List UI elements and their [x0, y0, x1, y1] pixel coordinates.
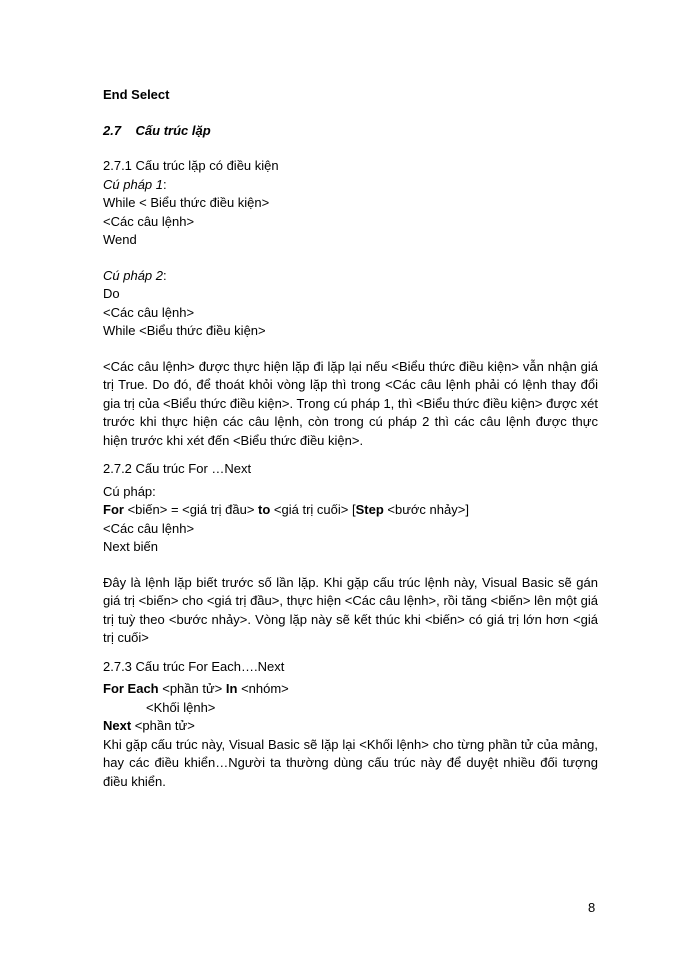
next-line: [103, 717, 598, 736]
syntax1-label-text: Cú pháp 1: [103, 176, 163, 192]
in-keyword: In: [225, 681, 238, 696]
section-title: Cấu trúc lặp: [135, 122, 211, 138]
syntax2-line: <Các câu lệnh>: [103, 304, 195, 320]
section-number: 2.7: [103, 122, 122, 138]
page-content: [103, 86, 598, 791]
for-next-syntax: [103, 501, 598, 520]
syntax1-label: [103, 176, 598, 195]
step-keyword: Step: [355, 502, 384, 517]
syntax2-line: Do: [103, 286, 120, 301]
for-next-line: Next biến: [103, 539, 158, 554]
for-each-keyword: For Each: [103, 681, 159, 696]
syntax1-line: <Các câu lệnh>: [103, 213, 195, 229]
for-part-1: <biến> = <giá trị đầu>: [123, 502, 259, 517]
subsection-heading-273: 2.7.3 Cấu trúc For Each….Next: [103, 658, 285, 674]
for-part-3: <bước nhảy>]: [383, 502, 469, 517]
block-line: <Khối lệnh>: [146, 699, 216, 715]
for-each-part-1: <phần tử>: [158, 681, 226, 696]
syntax1-line: While < Biểu thức điều kiện>: [103, 195, 270, 210]
for-each-syntax: [103, 680, 598, 699]
paragraph-273: Khi gặp cấu trúc này, Visual Basic sẽ lặp lại <Khối lệnh> cho từng phần tử của mảng, hay các điều khiển…Người ta thường dùng cấu trúc này để duyệt nhiều đối tượng điều khiển.: [103, 736, 598, 789]
syntax2-label-text: Cú pháp 2: [103, 267, 163, 283]
for-each-part-2: <nhóm>: [237, 681, 289, 696]
syntax-label: Cú pháp:: [103, 483, 156, 499]
for-keyword: For: [103, 502, 124, 517]
subsection-heading-271: 2.7.1 Cấu trúc lặp có điều kiện: [103, 158, 279, 173]
syntax1-colon: :: [163, 176, 167, 192]
syntax2-line: While <Biểu thức điều kiện>: [103, 323, 266, 338]
paragraph-271: <Các câu lệnh> được thực hiện lặp đi lặp lại nếu <Biểu thức điều kiện> vẫn nhận giá trị True. Do đó, để thoát khỏi vòng lặp thì trong <Các câu lệnh phải có lệnh thay đổi gia trị của <Biểu thức điều kiện>. Trong cú pháp 1, thì <Biểu thức điều kiện> được xét trước khi thực hiện các câu lệnh, còn trong cú pháp 2 thì các câu lệnh được thực hiện trước khi xét đến <Biểu thức điều kiện>.: [103, 358, 598, 448]
for-part-2: <giá trị cuối> [: [270, 502, 356, 517]
subsection-heading-272: 2.7.2 Cấu trúc For …Next: [103, 461, 252, 476]
section-heading: [103, 122, 598, 141]
next-rest: <phần tử>: [131, 718, 195, 733]
for-next-line: <Các câu lệnh>: [103, 520, 195, 536]
syntax1-line: Wend: [103, 232, 137, 247]
paragraph-272: Đây là lệnh lặp biết trước số lần lặp. Khi gặp cấu trúc lệnh này, Visual Basic sẽ gán giá trị <biến> cho <giá trị đầu>, thực hiện <Các câu lệnh>, rồi tăng <biến> lên một giá trị tuỳ theo <bước nhảy>. Vòng lặp này sẽ kết thúc khi <biến> có giá trị lớn hơn <giá trị cuối>: [103, 574, 598, 645]
to-keyword: to: [258, 502, 271, 517]
end-select-line: End Select: [103, 87, 170, 102]
syntax2-label: [103, 267, 598, 286]
next-keyword: Next: [103, 718, 132, 733]
page-number: 8: [588, 900, 596, 915]
syntax2-colon: :: [163, 267, 167, 283]
